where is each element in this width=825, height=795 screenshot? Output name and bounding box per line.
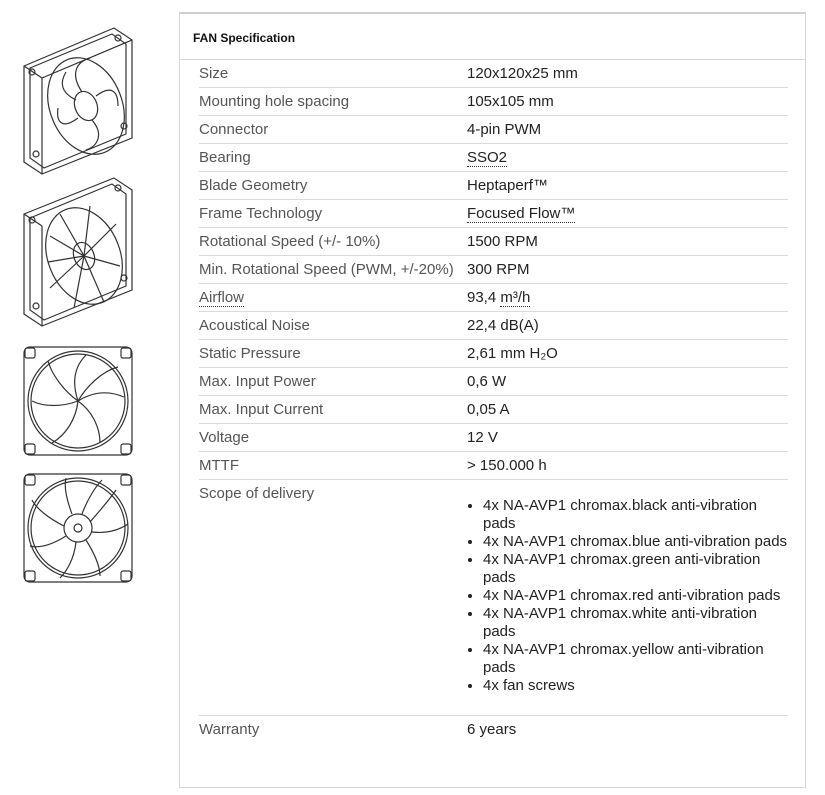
spec-row-size xyxy=(199,60,788,88)
spec-row-mttf xyxy=(199,452,788,480)
list-item: • 4x NA-AVP1 chromax.white anti-vibration pads xyxy=(483,605,788,641)
spec-value: Heptaperf™ xyxy=(467,172,788,200)
panel-title: FAN Specification xyxy=(180,14,805,60)
fan-image-perspective-front xyxy=(20,26,136,176)
spec-value: 1500 RPM xyxy=(467,228,788,256)
list-item: • 4x NA-AVP1 chromax.red anti-vibration pads xyxy=(483,587,788,605)
spec-label: Size xyxy=(199,60,467,88)
spec-label: Voltage xyxy=(199,424,467,452)
spec-label: Connector xyxy=(199,116,467,144)
spec-row-pressure xyxy=(199,340,788,368)
spec-label: Scope of delivery xyxy=(199,480,467,716)
spec-row-frame xyxy=(199,200,788,228)
fan-image-front xyxy=(22,345,134,457)
spec-row-speed xyxy=(199,228,788,256)
spec-label: Mounting hole spacing xyxy=(199,88,467,116)
spec-row-voltage xyxy=(199,424,788,452)
spec-row-warranty xyxy=(199,716,788,744)
spec-label: MTTF xyxy=(199,452,467,480)
spec-value: 6 years xyxy=(467,721,517,738)
airflow-tooltip-link[interactable]: Airflow xyxy=(199,289,245,306)
spec-row-airflow xyxy=(199,284,788,312)
spec-row-noise xyxy=(199,312,788,340)
spec-label: Bearing xyxy=(199,144,467,172)
delivery-list xyxy=(467,497,788,695)
spec-table xyxy=(199,60,788,743)
fan-specification-panel xyxy=(179,12,806,788)
spec-label: Frame Technology xyxy=(199,200,467,228)
spec-value: 105x105 mm xyxy=(467,88,788,116)
fan-image-back xyxy=(22,472,134,584)
spec-label: Static Pressure xyxy=(199,340,467,368)
fan-image-perspective-back xyxy=(20,176,136,328)
spec-value: 12 V xyxy=(467,424,788,452)
spec-label: Warranty xyxy=(199,721,260,738)
spec-label: Min. Rotational Speed (PWM, +/-20%) xyxy=(199,256,467,284)
spec-value: 300 RPM xyxy=(467,256,788,284)
spec-value: 4-pin PWM xyxy=(467,116,788,144)
spec-row-current xyxy=(199,396,788,424)
list-item: • 4x fan screws xyxy=(483,677,788,695)
spec-value: 22,4 dB(A) xyxy=(467,312,788,340)
spec-label: Rotational Speed (+/- 10%) xyxy=(199,228,467,256)
spec-label: Max. Input Current xyxy=(199,396,467,424)
spec-value: 0,05 A xyxy=(467,396,788,424)
spec-label: Acoustical Noise xyxy=(199,312,467,340)
spec-row-scope xyxy=(199,480,788,716)
spec-row-power xyxy=(199,368,788,396)
spec-row-bearing xyxy=(199,144,788,172)
list-item: • 4x NA-AVP1 chromax.blue anti-vibration pads xyxy=(483,533,788,551)
bearing-tooltip-link[interactable]: SSO2 xyxy=(467,149,508,166)
list-item: • 4x NA-AVP1 chromax.black anti-vibration pads xyxy=(483,497,788,533)
spec-row-blade xyxy=(199,172,788,200)
airflow-unit-tooltip-link[interactable]: m³/h xyxy=(500,289,531,306)
spec-value: 2,61 mm H₂O xyxy=(467,340,788,368)
spec-row-min-speed xyxy=(199,256,788,284)
spec-value: 0,6 W xyxy=(467,368,788,396)
spec-value: 120x120x25 mm xyxy=(467,60,788,88)
spec-row-connector xyxy=(199,116,788,144)
fan-perspective-front-drawing xyxy=(20,26,136,176)
list-item: • 4x NA-AVP1 chromax.yellow anti-vibration pads xyxy=(483,641,788,677)
fan-image-column xyxy=(0,0,160,795)
spec-value: > 150.000 h xyxy=(467,452,788,480)
list-item: • 4x NA-AVP1 chromax.green anti-vibration pads xyxy=(483,551,788,587)
spec-label: Max. Input Power xyxy=(199,368,467,396)
fan-perspective-back-drawing xyxy=(20,176,136,328)
spec-row-mounting xyxy=(199,88,788,116)
frame-tooltip-link[interactable]: Focused Flow™ xyxy=(467,205,576,222)
airflow-value: 93,4 xyxy=(467,289,501,306)
fan-front-drawing xyxy=(22,345,134,457)
spec-label: Blade Geometry xyxy=(199,172,467,200)
fan-back-drawing xyxy=(22,472,134,584)
